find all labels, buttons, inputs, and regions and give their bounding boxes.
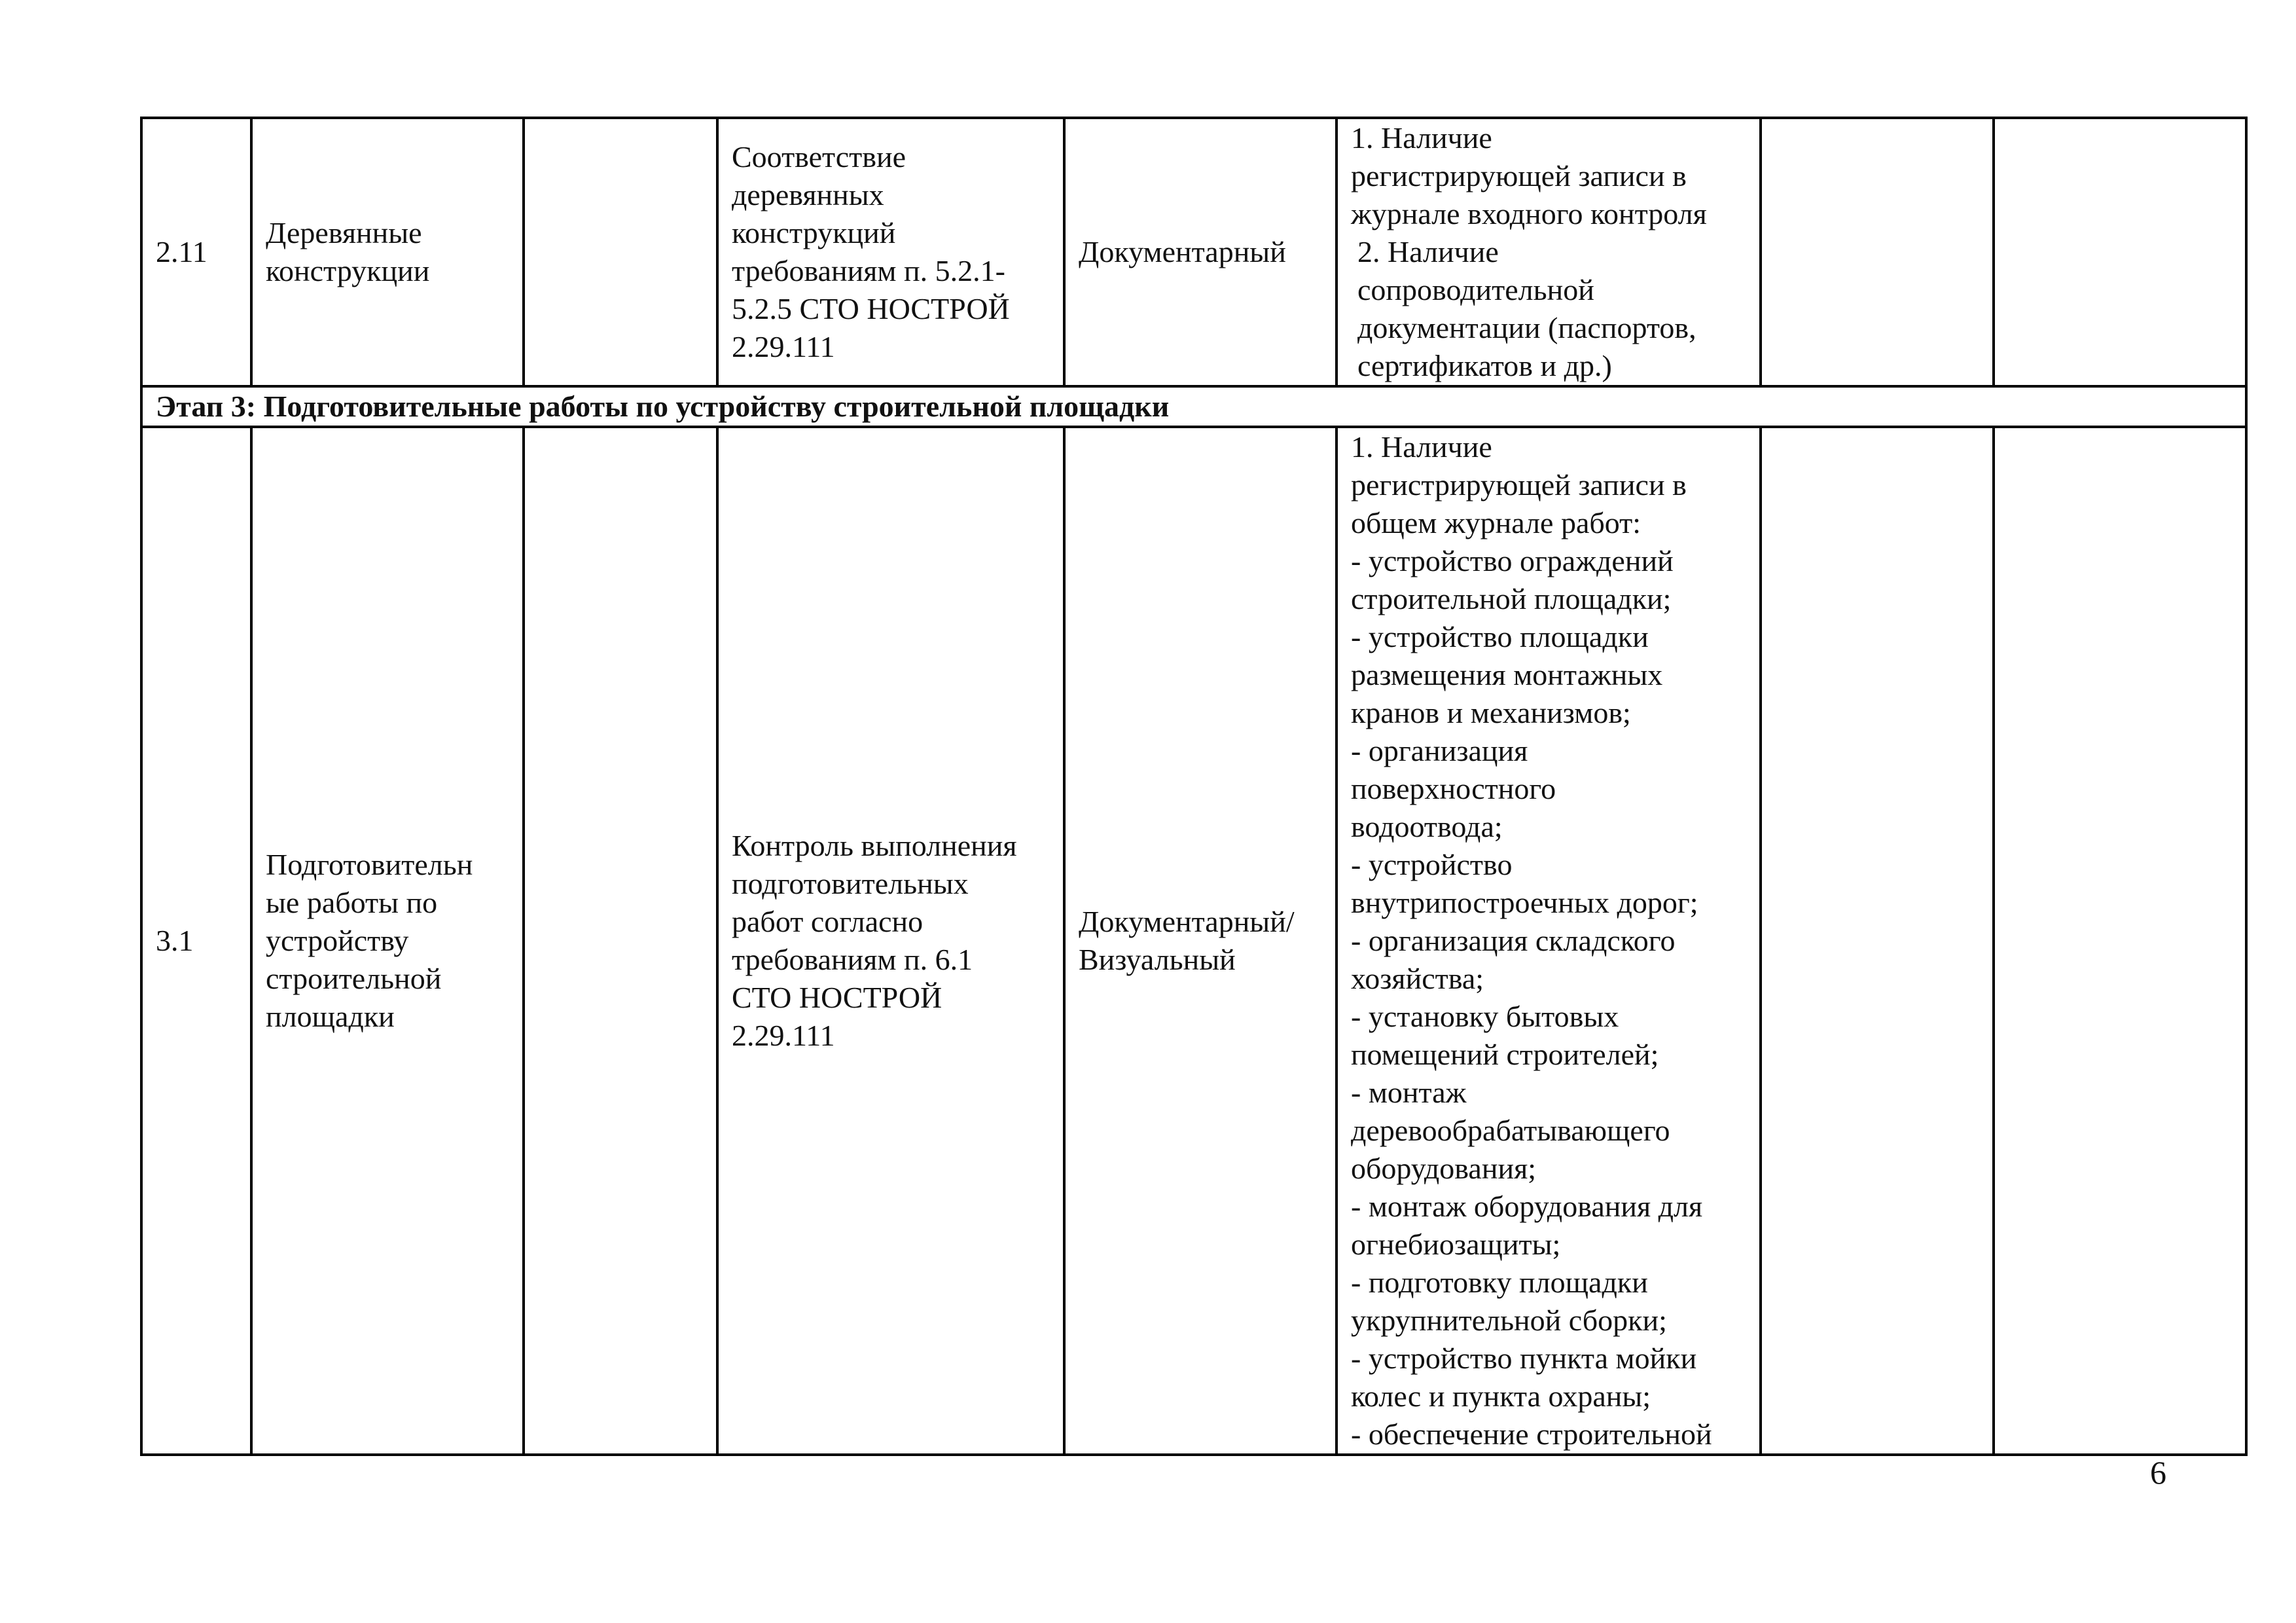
text-line: Соответствие <box>732 140 906 173</box>
text-line: подготовительных <box>732 867 969 900</box>
text-line: площадки <box>266 1000 395 1033</box>
text-line: Визуальный <box>1079 943 1236 976</box>
text-line: журнале входного контроля <box>1351 197 1707 230</box>
empty-cell <box>1761 427 1994 1455</box>
text-line: хозяйства; <box>1351 962 1484 995</box>
text-line: поверхностного <box>1351 772 1556 805</box>
text-line: - устройство площадки <box>1351 620 1649 653</box>
text-line: оборудования; <box>1351 1152 1537 1185</box>
text-line: 1. Наличие <box>1351 121 1492 155</box>
empty-cell <box>1994 427 2246 1455</box>
row-number: 2.11 <box>141 118 251 386</box>
text-line: 5.2.5 СТО НОСТРОЙ <box>732 292 1010 325</box>
text-line: сопроводительной <box>1357 273 1594 306</box>
row-number: 3.1 <box>141 427 251 1455</box>
text-line: ые работы по <box>266 886 438 919</box>
stage-header-row <box>141 386 2246 427</box>
text-line: - устройство <box>1351 848 1513 881</box>
text-line: устройству <box>266 924 409 957</box>
text-line: общем журнале работ: <box>1351 506 1641 539</box>
control-method <box>1064 427 1336 1455</box>
text-line: строительной <box>266 962 442 995</box>
text-line: внутрипостроечных дорог; <box>1351 886 1698 919</box>
text-line: конструкций <box>732 216 896 249</box>
item-name <box>251 427 524 1455</box>
text-line: колес и пункта охраны; <box>1351 1379 1651 1413</box>
table-row-2-11 <box>141 118 2246 386</box>
text-line: - подготовку площадки <box>1351 1266 1648 1299</box>
table-row-3-1 <box>141 427 2246 1455</box>
text-line: Деревянные <box>266 216 422 249</box>
text-line: работ согласно <box>732 905 924 938</box>
text-line: документации (паспортов, <box>1357 311 1696 344</box>
text-line: деревообрабатывающего <box>1351 1114 1670 1147</box>
text-line: 1. Наличие <box>1351 430 1492 464</box>
text-line: - монтаж <box>1351 1076 1467 1109</box>
text-line: - устройство пункта мойки <box>1351 1341 1697 1375</box>
text-line: укрупнительной сборки; <box>1351 1304 1667 1337</box>
text-line: регистрирующей записи в <box>1351 159 1687 192</box>
item-name <box>251 118 524 386</box>
text-line: Подготовительн <box>266 848 473 881</box>
page-number: 6 <box>2150 1454 2166 1491</box>
text-line: регистрирующей записи в <box>1351 468 1687 501</box>
evidence-cell <box>1336 427 1761 1455</box>
stage-title: Этап 3: Подготовительные работы по устройству строительной площадки <box>141 386 2246 427</box>
empty-cell <box>524 118 717 386</box>
control-method <box>1064 118 1336 386</box>
empty-cell <box>524 427 717 1455</box>
text-line: 2.29.111 <box>732 1019 835 1052</box>
text-line: Документарный/ <box>1079 905 1295 938</box>
text-line: - установку бытовых <box>1351 1000 1619 1033</box>
text-line: 2. Наличие <box>1357 235 1499 268</box>
text-line: водоотвода; <box>1351 810 1503 843</box>
text-line: строительной площадки; <box>1351 582 1672 615</box>
text-line: помещений строителей; <box>1351 1038 1659 1071</box>
text-line: - обеспечение строительной <box>1351 1417 1712 1451</box>
evidence-cell <box>1336 118 1761 386</box>
text-line: конструкции <box>266 254 430 287</box>
text-line: требованиям п. 5.2.1- <box>732 254 1005 287</box>
text-line: - организация складского <box>1351 924 1676 957</box>
requirement-cell <box>717 427 1064 1455</box>
empty-cell <box>1761 118 1994 386</box>
text-line: огнебиозащиты; <box>1351 1228 1561 1261</box>
empty-cell <box>1994 118 2246 386</box>
text-line: - монтаж оборудования для <box>1351 1190 1703 1223</box>
text-line: 2.29.111 <box>732 330 835 363</box>
text-line: деревянных <box>732 178 884 211</box>
text-line: СТО НОСТРОЙ <box>732 981 942 1014</box>
text-line: сертификатов и др.) <box>1357 349 1612 382</box>
inspection-table <box>140 117 2248 1456</box>
text-line: требованиям п. 6.1 <box>732 943 973 976</box>
text-line: - устройство ограждений <box>1351 544 1674 577</box>
text-line: Контроль выполнения <box>732 829 1017 862</box>
text-line: размещения монтажных <box>1351 658 1663 691</box>
requirement-cell <box>717 118 1064 386</box>
text-line: кранов и механизмов; <box>1351 696 1631 729</box>
text-line: - организация <box>1351 734 1528 767</box>
text-line: Документарный <box>1079 235 1286 268</box>
